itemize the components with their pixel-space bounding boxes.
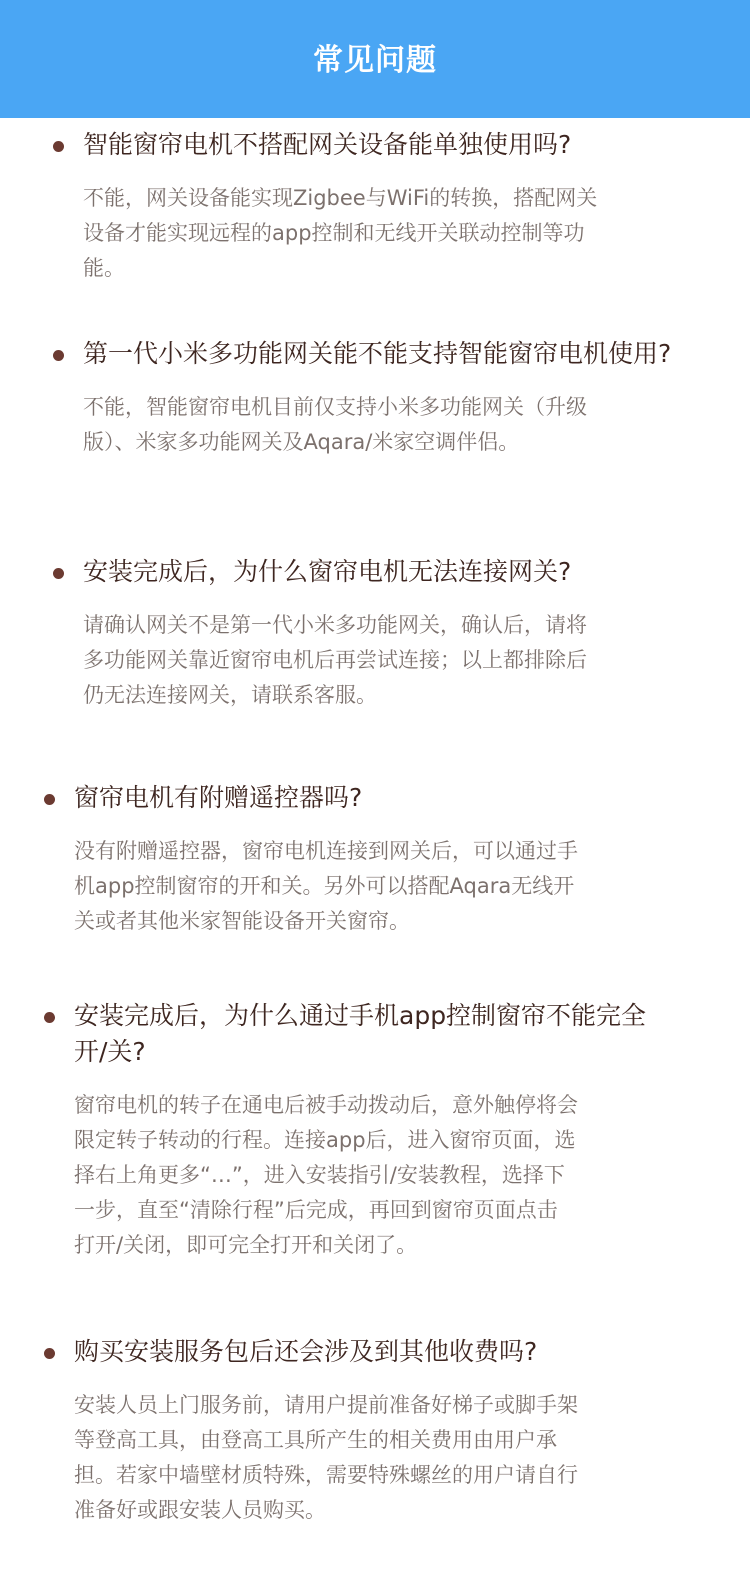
faq-answer xyxy=(53,390,673,460)
faq-answer-line: 不能，智能窗帘电机目前仅支持小米多功能网关（升级 xyxy=(83,395,587,419)
faq-answer-line: 不能，网关设备能实现Zigbee与WiFi的转换，搭配网关 xyxy=(83,186,598,210)
faq-answer-line: 准备好或跟安装人员购买。 xyxy=(74,1498,326,1522)
faq-answer-line: 版）、米家多功能网关及Aqara/米家空调伴侣。 xyxy=(83,430,520,454)
faq-answer xyxy=(44,834,674,939)
faq-answer-line: 限定转子转动的行程。连接app后，进入窗帘页面，选 xyxy=(74,1128,576,1152)
faq-answer-line: 仍无法连接网关，请联系客服。 xyxy=(83,683,377,707)
faq-item xyxy=(44,998,664,1263)
faq-item xyxy=(44,1334,674,1528)
faq-answer-line: 机app控制窗帘的开和关。另外可以搭配Aqara无线开 xyxy=(74,874,575,898)
faq-answer-line: 设备才能实现远程的app控制和无线开关联动控制等功 xyxy=(83,221,585,245)
faq-item xyxy=(53,127,673,286)
page-title: 常见问题 xyxy=(313,43,437,78)
faq-answer xyxy=(53,181,673,286)
faq-answer-line: 关或者其他米家智能设备开关窗帘。 xyxy=(74,909,410,933)
faq-answer-line: 担。若家中墙壁材质特殊，需要特殊螺丝的用户请自行 xyxy=(74,1463,578,1487)
faq-question: 智能窗帘电机不搭配网关设备能单独使用吗? xyxy=(83,130,572,159)
faq-question: 窗帘电机有附赠遥控器吗? xyxy=(74,783,363,812)
faq-answer-line: 一步，直至“清除行程”后完成，再回到窗帘页面点击 xyxy=(74,1198,558,1222)
bullet-icon xyxy=(44,794,55,805)
faq-answer-line: 多功能网关靠近窗帘电机后再尝试连接；以上都排除后 xyxy=(83,648,587,672)
faq-answer-line: 择右上角更多“…”，进入安装指引/安装教程，选择下 xyxy=(74,1163,565,1187)
bullet-icon xyxy=(53,568,64,579)
faq-item xyxy=(53,336,673,460)
bullet-icon xyxy=(44,1012,55,1023)
faq-answer xyxy=(44,1388,674,1528)
faq-answer-line: 请确认网关不是第一代小米多功能网关，确认后，请将 xyxy=(83,613,587,637)
bullet-icon xyxy=(53,141,64,152)
faq-answer-line: 能。 xyxy=(83,256,125,280)
faq-question: 安装完成后，为什么窗帘电机无法连接网关? xyxy=(83,557,572,586)
faq-question: 购买安装服务包后还会涉及到其他收费吗? xyxy=(74,1337,538,1366)
faq-answer-line: 窗帘电机的转子在通电后被手动拨动后，意外触停将会 xyxy=(74,1093,578,1117)
bullet-icon xyxy=(53,350,64,361)
faq-question: 安装完成后，为什么通过手机app控制窗帘不能完全开/关? xyxy=(74,1001,647,1066)
faq-header xyxy=(0,0,750,118)
faq-question: 第一代小米多功能网关能不能支持智能窗帘电机使用? xyxy=(83,339,672,368)
faq-answer xyxy=(53,608,673,713)
faq-item xyxy=(53,554,673,713)
faq-answer xyxy=(44,1088,664,1263)
faq-answer-line: 没有附赠遥控器，窗帘电机连接到网关后，可以通过手 xyxy=(74,839,578,863)
faq-answer-line: 安装人员上门服务前，请用户提前准备好梯子或脚手架 xyxy=(74,1393,578,1417)
faq-answer-line: 等登高工具，由登高工具所产生的相关费用由用户承 xyxy=(74,1428,557,1452)
faq-answer-line: 打开/关闭，即可完全打开和关闭了。 xyxy=(74,1233,418,1257)
bullet-icon xyxy=(44,1348,55,1359)
faq-item xyxy=(44,780,674,939)
